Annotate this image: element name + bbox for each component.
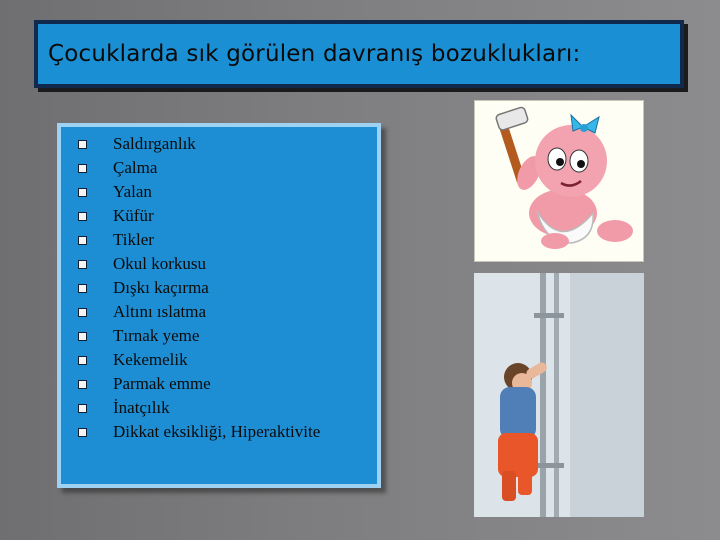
behavior-list-box [57,123,381,488]
list-item [78,252,320,276]
square-bullet-icon [78,428,87,437]
square-bullet-icon [78,380,87,389]
list-item [78,156,320,180]
list-item [78,180,320,204]
list-item [78,132,320,156]
list-item [78,276,320,300]
list-item-text: Altını ıslatma [113,302,207,321]
list-item-text: Küfür [113,206,154,225]
list-item [78,396,320,420]
list-item [78,420,320,444]
square-bullet-icon [78,404,87,413]
list-item-text: Okul korkusu [113,254,207,273]
square-bullet-icon [78,356,87,365]
list-item-text: Tikler [113,230,154,249]
square-bullet-icon [78,284,87,293]
square-bullet-icon [78,212,87,221]
list-item [78,372,320,396]
square-bullet-icon [78,260,87,269]
list-item [78,204,320,228]
square-bullet-icon [78,140,87,149]
list-item-text: Dikkat eksikliği, Hiperaktivite [113,422,321,441]
square-bullet-icon [78,332,87,341]
behavior-list [78,132,320,444]
child-climbing-photo [474,273,644,517]
list-item-text: Kekemelik [113,350,188,369]
slide-title-box [34,20,684,88]
list-item-text: Çalma [113,158,158,177]
square-bullet-icon [78,308,87,317]
baby-hammer-illustration [474,100,644,262]
list-item [78,228,320,252]
list-item-text: Saldırganlık [113,134,196,153]
slide-title: Çocuklarda sık görülen davranış bozuklukları: [48,41,581,67]
list-item-text: Yalan [113,182,152,201]
square-bullet-icon [78,236,87,245]
list-item [78,348,320,372]
list-item-text: İnatçılık [113,398,170,417]
list-item-text: Parmak emme [113,374,211,393]
list-item-text: Tırnak yeme [113,326,200,345]
square-bullet-icon [78,188,87,197]
list-item-text: Dışkı kaçırma [113,278,209,297]
list-item [78,324,320,348]
square-bullet-icon [78,164,87,173]
list-item [78,300,320,324]
